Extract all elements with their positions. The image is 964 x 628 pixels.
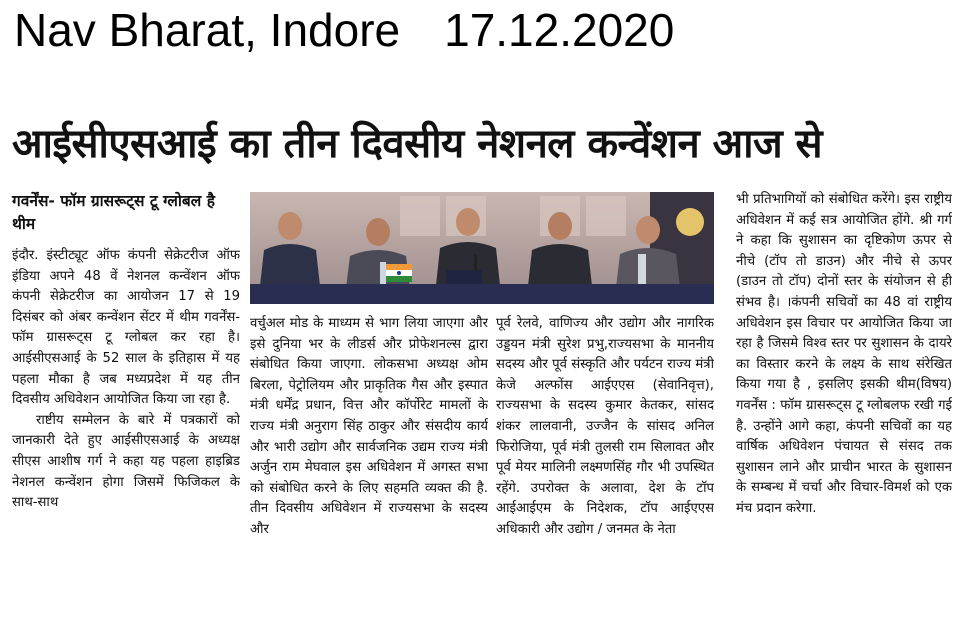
headline: आईसीएसआई का तीन दिवसीय नेशनल कन्वेंशन आज से: [12, 121, 823, 167]
article-column-3: [496, 314, 714, 618]
article-column-2: [250, 314, 488, 618]
publication-date: 17.12.2020: [444, 4, 675, 56]
masthead: [14, 2, 944, 58]
publication-name: Nav Bharat, Indore: [14, 4, 401, 56]
article-paragraph: पूर्व रेलवे, वाणिज्य और उद्योग और नागरिक उड्डयन मंत्री सुरेश प्रभु,राज्यसभा के माननीय सदस्य और पूर्व संस्कृति और पर्यटन राज्य मंत्री केजे अल्फोंस आईएएस (सेवानिवृत्त), राज्यसभा के सदस्य कुमार केतकर, सांसद शंकर लालवानी, उज्जैन के सांसद अनिल फिरोजिया, पूर्व मंत्री तुलसी राम सिलावत और पूर्व मेयर मालिनी लक्ष्मणसिंह गौर भी उपस्थित रहेंगे. उपरोक्त के अलावा, देश के टॉप आईआईएम के निदेशक, टॉप आईएएस अधिकारी और उद्योग / जनमत के नेता: [496, 316, 714, 537]
article-paragraph: इंदौर. इंस्टीट्यूट ऑफ कंपनी सेक्रेटरीज ऑफ इंडिया अपने 48 वें नेशनल कन्वेंशन ऑफ कंपनी सेक्रेटरीज का आयोजन 17 से 19 दिसंबर को अंबर कन्वेंशन सेंटर में थीम गवर्नेंस- फॉम ग्रासरूट्स टू ग्लोबल कर रहा है। आईसीएसआई के 52 साल के इतिहास में यह पहला मौका है जब मध्यप्रदेश में यह तीन दिवसीय अधिवेशन आयोजित किया जा रहा है.: [12, 248, 240, 408]
article-paragraph: भी प्रतिभागियों को संबोधित करेंगे। इस राष्ट्रीय अधिवेशन में कई सत्र आयोजित होंगे. श्री गर्ग ने कहा कि सुशासन का दृष्टिकोण ऊपर से नीचे (टॉप तो डाउन) और नीचे से ऊपर (डाउन तो टॉप) दोनों स्तर के संयोजन से ही संभव है। ।कंपनी सचिवों का 48 वां राष्ट्रीय अधिवेशन इस विचार पर आयोजित किया जा रहा है जिसमे विश्व स्तर पर सुशासन के दायरे का विस्तार करने के लक्ष्य के साथ संरेखित किया गया है , इसलिए इसकी थीम(विषय) गवर्नेंस : फॉम ग्रासरूट्स टू ग्लोबलफ रखी गई है. उन्होंने आगे कहा, कंपनी सचिवों का यह वार्षिक अधिवेशन पंचायत से संसद तक सुशासन लाने और प्राचीन भारत के सुशासन के सम्बन्ध में चर्चा और विचार-विमर्श को एक मंच प्रदान करेगा.: [736, 192, 952, 516]
subheadline: गवर्नेंस- फॉम ग्रासरूट्स टू ग्लोबल है थीम: [12, 192, 215, 233]
article-column-4: [736, 190, 952, 618]
press-photo-image: [250, 192, 714, 304]
article-paragraph: राष्टीय सम्मेलन के बारे में पत्रकारों को जानकारी देते हुए आईसीएसआई के अध्यक्ष सीएस आशीष गर्ग ने कहा यह पहला हाइब्रिड नेशनल कन्वेंशन होगा जिसमें फिजिकल के साथ-साथ: [12, 412, 240, 511]
article-paragraph: वर्चुअल मोड के माध्यम से भाग लिया जाएगा और इसे दुनिया भर के लीडर्स और प्रोफेशनल्स द्वारा संबोधित किया जाएगा. लोकसभा अध्यक्ष ओम बिरला, पेट्रोलियम और प्राकृतिक गैस और इस्पात मंत्री धर्मेंद्र प्रधान, वित्त और कॉर्पोरेट मामलों के राज्य मंत्री अनुराग सिंह ठाकुर और संसदीय कार्य और भारी उद्योग और सार्वजनिक उद्यम राज्य मंत्री अर्जुन राम मेघवाल इस अधिवेशन में अगस्त सभा को संबोधित करने के लिए सहमति व्यक्त की है. तीन दिवसीय अधिवेशन में राज्यसभा के सदस्य और: [250, 316, 488, 537]
press-conference-photo: [250, 192, 714, 304]
article-column-1: [12, 246, 240, 618]
